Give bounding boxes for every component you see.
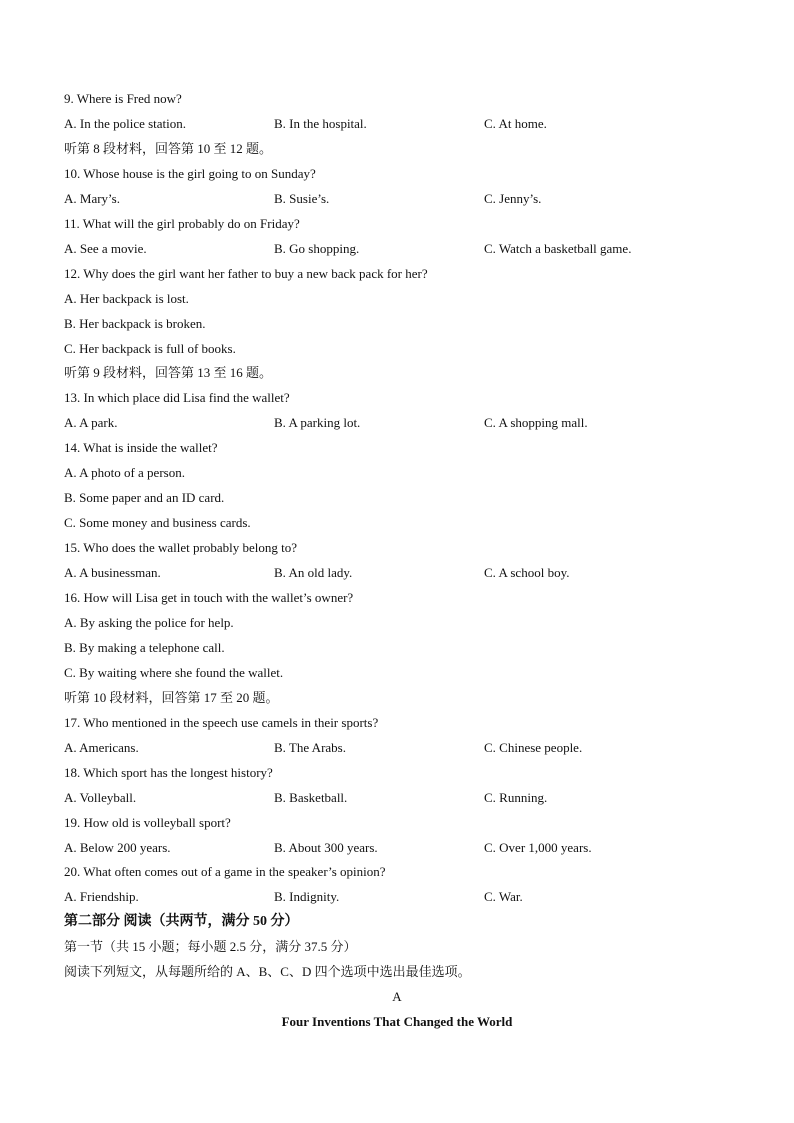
answer-option-a: A. Friendship. bbox=[64, 889, 139, 904]
question-text: 17. Who mentioned in the speech use camels in their sports? bbox=[64, 715, 379, 730]
answer-option-a: A. A park. bbox=[64, 415, 118, 430]
answer-option-line: B. By making a telephone call. bbox=[64, 640, 225, 655]
answer-option-c: C. A school boy. bbox=[484, 565, 570, 580]
answer-option-line: B. Some paper and an ID card. bbox=[64, 490, 225, 505]
answer-option-b: B. Susie’s. bbox=[274, 191, 330, 206]
passage-title: Four Inventions That Changed the World bbox=[281, 1014, 513, 1029]
answer-option-c: C. War. bbox=[484, 889, 523, 904]
question-text: 13. In which place did Lisa find the wallet? bbox=[64, 390, 290, 405]
answer-option-b: B. In the hospital. bbox=[274, 116, 367, 131]
answer-option-b: B. Go shopping. bbox=[274, 241, 360, 256]
answer-option-a: A. Americans. bbox=[64, 740, 139, 755]
question-text: 18. Which sport has the longest history? bbox=[64, 765, 273, 780]
question-text: 15. Who does the wallet probably belong to? bbox=[64, 540, 297, 555]
answer-option-line: A. By asking the police for help. bbox=[64, 615, 234, 630]
passage-label: A bbox=[392, 989, 402, 1004]
question-text: 14. What is inside the wallet? bbox=[64, 440, 218, 455]
answer-option-a: A. Below 200 years. bbox=[64, 840, 171, 855]
answer-option-c: C. Watch a basketball game. bbox=[484, 241, 632, 256]
instruction-text: 听第 9 段材料，回答第 13 至 16 题。 bbox=[64, 365, 273, 380]
answer-option-a: A. A businessman. bbox=[64, 565, 161, 580]
answer-option-a: A. Mary’s. bbox=[64, 191, 120, 206]
question-text: 10. Whose house is the girl going to on Sunday? bbox=[64, 166, 316, 181]
answer-option-a: A. Volleyball. bbox=[64, 790, 137, 805]
answer-option-c: C. At home. bbox=[484, 116, 547, 131]
answer-option-b: B. Indignity. bbox=[274, 889, 340, 904]
answer-option-line: A. A photo of a person. bbox=[64, 465, 185, 480]
question-text: 16. How will Lisa get in touch with the wallet’s owner? bbox=[64, 590, 354, 605]
instruction-text: 第一节（共 15 小题；每小题 2.5 分，满分 37.5 分） bbox=[64, 939, 357, 954]
question-text: 9. Where is Fred now? bbox=[64, 91, 182, 106]
answer-option-c: C. Jenny’s. bbox=[484, 191, 542, 206]
answer-option-c: C. Over 1,000 years. bbox=[484, 840, 592, 855]
instruction-text: 听第 8 段材料，回答第 10 至 12 题。 bbox=[64, 141, 273, 156]
answer-option-c: C. Running. bbox=[484, 790, 548, 805]
answer-option-line: A. Her backpack is lost. bbox=[64, 291, 189, 306]
answer-option-c: C. Chinese people. bbox=[484, 740, 583, 755]
instruction-text: 阅读下列短文，从每题所给的 A、B、C、D 四个选项中选出最佳选项。 bbox=[64, 964, 471, 979]
answer-option-line: C. Some money and business cards. bbox=[64, 515, 251, 530]
question-text: 19. How old is volleyball sport? bbox=[64, 815, 231, 830]
answer-option-b: B. The Arabs. bbox=[274, 740, 346, 755]
question-text: 12. Why does the girl want her father to buy a new back pack for her? bbox=[64, 266, 428, 281]
question-text: 11. What will the girl probably do on Friday? bbox=[64, 216, 300, 231]
question-text: 20. What often comes out of a game in the speaker’s opinion? bbox=[64, 864, 386, 879]
answer-option-a: A. See a movie. bbox=[64, 241, 147, 256]
answer-option-a: A. In the police station. bbox=[64, 116, 187, 131]
answer-option-b: B. A parking lot. bbox=[274, 415, 361, 430]
section-heading: 第二部分 阅读（共两节，满分 50 分） bbox=[64, 914, 299, 929]
answer-option-line: C. Her backpack is full of books. bbox=[64, 341, 236, 356]
answer-option-b: B. An old lady. bbox=[274, 565, 353, 580]
answer-option-c: C. A shopping mall. bbox=[484, 415, 588, 430]
answer-option-b: B. About 300 years. bbox=[274, 840, 378, 855]
answer-option-line: C. By waiting where she found the wallet. bbox=[64, 665, 284, 680]
instruction-text: 听第 10 段材料，回答第 17 至 20 题。 bbox=[64, 690, 279, 705]
answer-option-b: B. Basketball. bbox=[274, 790, 348, 805]
answer-option-line: B. Her backpack is broken. bbox=[64, 316, 206, 331]
